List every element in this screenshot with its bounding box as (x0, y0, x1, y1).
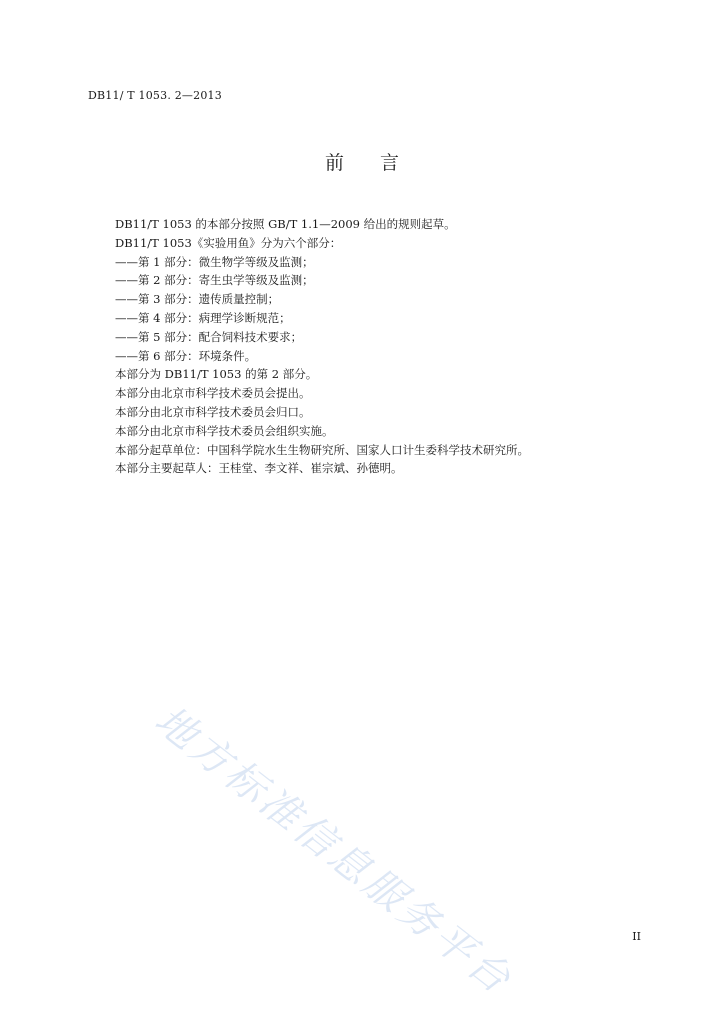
page-title: 前言 (324, 152, 435, 174)
body-line: ——第 1 部分：微生物学等级及监测； (115, 254, 314, 269)
body-line: ——第 4 部分：病理学诊断规范； (115, 310, 291, 325)
body-line: DB11/T 1053 的本部分按照 GB/T 1.1—2009 给出的规则起草。 (115, 217, 456, 231)
body-line: 本部分为 DB11/T 1053 的第 2 部分。 (115, 367, 318, 382)
standard-code: DB11/ T 1053. 2—2013 (88, 89, 222, 102)
page-number: II (632, 930, 641, 943)
body-line: ——第 5 部分：配合饲料技术要求； (115, 329, 303, 344)
body-line: ——第 2 部分：寄生虫学等级及监测； (115, 273, 314, 288)
watermark: 地方标准信息服务平台 (146, 697, 522, 1005)
body-line: ——第 6 部分：环境条件。 (115, 348, 257, 363)
body-line: ——第 3 部分：遗传质量控制； (115, 292, 280, 307)
foreword-body (115, 215, 675, 478)
body-line: 本部分由北京市科学技术委员会提出。 (115, 386, 311, 401)
body-line: 本部分主要起草人：王桂堂、李文祥、崔宗斌、孙德明。 (115, 461, 403, 476)
body-line: 本部分由北京市科学技术委员会归口。 (115, 404, 311, 419)
body-line: DB11/T 1053《实验用鱼》分为六个部分： (115, 235, 342, 250)
body-line: 本部分由北京市科学技术委员会组织实施。 (115, 423, 334, 438)
body-line: 本部分起草单位：中国科学院水生生物研究所、国家人口计生委科学技术研究所。 (115, 442, 529, 457)
